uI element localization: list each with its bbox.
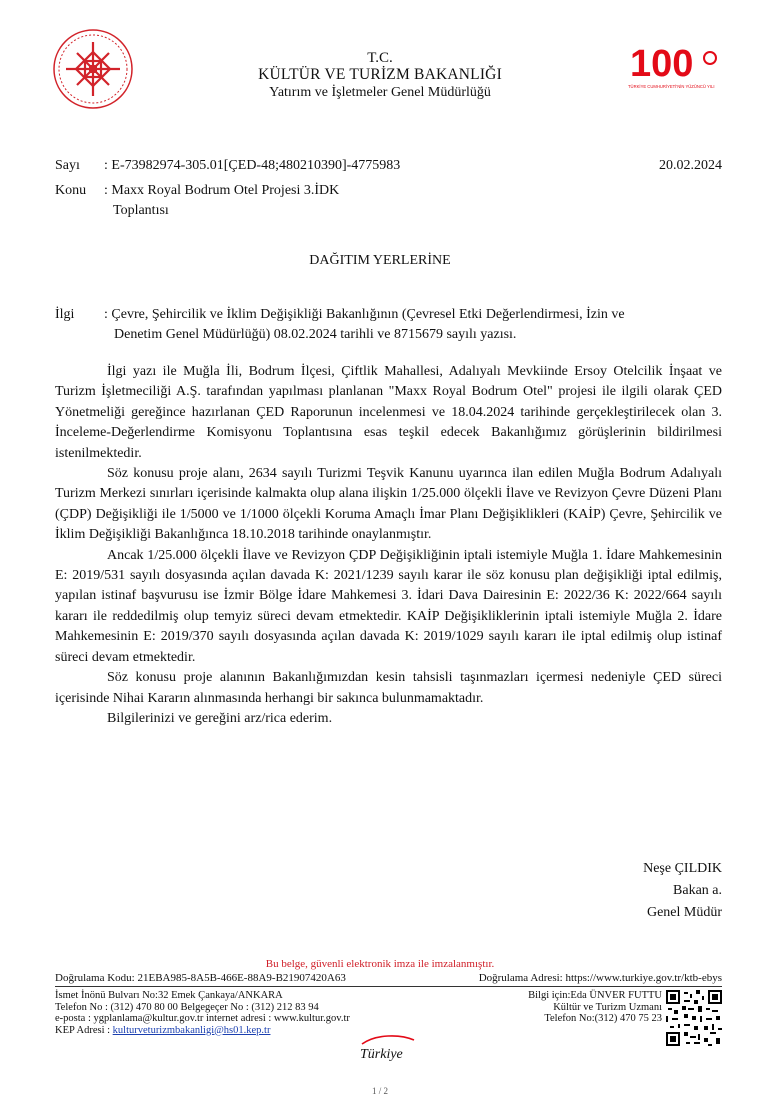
recipient: DAĞITIM YERLERİNE (309, 253, 451, 268)
footer-email: e-posta : ygplanlama@kultur.gov.tr internet adresi : www.kultur.gov.tr (55, 1013, 350, 1024)
signer-title-2: Genel Müdür (646, 905, 722, 920)
ministry-logo (52, 28, 134, 110)
verification-address[interactable]: Doğrulama Adresi: https://www.turkiye.gov.tr/ktb-ebys (478, 972, 722, 984)
qr-code-icon (666, 990, 722, 1046)
info-contact-name: Bilgi için:Eda ÜNVER FUTTU (528, 990, 662, 1001)
paragraph-3: Ancak 1/25.000 ölçekli İlave ve Revizyon ÇDP Değişikliğinin iptali istemiyle Muğla 1. İdare Mahkemesinin E: 2019/531 sayılı dosyasında açılan davada K: 2021/1239 sayılı karar ile söz konusu plan değişikliği iptal edilmiş, yapılan istinaf başvurusu ise İzmir Bölge İdare Mahkemesi 3. İdari Dava Dairesinin E: 2022/36 K: 2022/664 sayılı kararı ile reddedilmiş olup temyiz süreci devam etmektedir. KAİP Değişikliklerinin iptali istemiyle Muğla 2. İdare Mahkemesinin E: 2019/370 sayılı dosyasında açılan davada K: 2019/1029 sayılı kararı ile iptal edilmiş olup istinaf süreci devam etmektedir. (55, 547, 722, 665)
sayi-value: : E-73982974-305.01[ÇED-48;480210390]-4775983 (104, 158, 401, 173)
konu-value (104, 181, 404, 221)
sayi-label: Sayı (55, 158, 80, 173)
signature-block (643, 858, 722, 924)
page-number: 1 / 2 (371, 1086, 388, 1096)
signer-title-1: Bakan a. (673, 883, 722, 898)
letter-body (55, 362, 722, 729)
paragraph-2: Söz konusu proje alanı, 2634 sayılı Turizmi Teşvik Kanunu uyarınca ilan edilen Muğla Bodrum Adalıyalı Turizm Merkezi sınırları içerisinde kalmakta olup alana ilişkin 1/25.000 ölçekli İlave ve Revizyon Çevre Düzeni Planı (ÇDP) Değişikliği ile 1/5000 ve 1/1000 ölçekli Koruma Amaçlı İmar Planı Değişiklikleri (KAİP) Çevre, Şehircilik ve İklim Değişikliği Bakanlığınca 18.10.2018 tarihinde onaylanmıştır. (55, 466, 722, 543)
centennial-caption: TÜRKİYE CUMHURİYETİ'NİN YÜZÜNCÜ YILI (628, 84, 715, 89)
footer-contact (55, 990, 350, 1036)
kep-link[interactable]: kulturveturizmbakanligi@hs01.kep.tr (112, 1024, 271, 1036)
footer-divider (55, 986, 722, 987)
verification-code: Doğrulama Kodu: 21EBA985-8A5B-466E-88A9-B21907420A63 (55, 972, 346, 984)
paragraph-5: Bilgilerinizi ve gereğini arz/rica ederim. (107, 710, 333, 726)
ilgi-value (104, 305, 720, 345)
letterhead (190, 50, 570, 102)
konu-line-1: : Maxx Royal Bodrum Otel Projesi 3.İDK (104, 183, 340, 198)
paragraph-4: Söz konusu proje alanının Bakanlığımızdan kesin tahsisli taşınmazları içermesi nedeniyle ÇED süreci içerisinde Nihai Kararın alınmasında herhangi bir sakınca bulunmamaktadır. (55, 670, 722, 706)
info-contact-title: Kültür ve Turizm Uzmanı (553, 1001, 662, 1013)
info-contact-phone: Telefon No:(312) 470 75 23 (544, 1013, 662, 1024)
centennial-number: 100 (630, 43, 694, 85)
centennial-logo (628, 40, 724, 96)
konu-line-2: Toplantısı (113, 203, 169, 218)
kep-label: KEP Adresi : (55, 1024, 113, 1036)
turkiye-logo-text: Türkiye (360, 1047, 403, 1062)
footer-info (528, 990, 662, 1025)
esign-notice: Bu belge, güvenli elektronik imza ile imzalanmıştır. (265, 958, 495, 970)
ilgi-line-2: Denetim Genel Müdürlüğü) 08.02.2024 tarihli ve 8715679 sayılı yazısı. (114, 327, 517, 342)
footer-phone: Telefon No : (312) 470 80 00 Belgegeçer No : (312) 212 83 94 (55, 1001, 319, 1013)
konu-label: Konu (55, 183, 87, 198)
header-directorate: Yatırım ve İşletmeler Genel Müdürlüğü (269, 85, 491, 100)
header-tc: T.C. (367, 50, 393, 66)
header-ministry: KÜLTÜR VE TURİZM BAKANLIĞI (258, 66, 502, 83)
ilgi-label: İlgi (55, 307, 75, 322)
paragraph-1: İlgi yazı ile Muğla İli, Bodrum İlçesi, Çiftlik Mahallesi, Adalıyalı Mevkiinde Ersoy Otelcilik İnşaat ve Turizm İşletmeciliği A.Ş. tarafından yapılması planlanan "Maxx Royal Bodrum Otel" projesi ile ilgili olarak ÇED Yönetmeliği gereğince hazırlanan ÇED Raporunun incelenmesi ve 18.04.2024 tarihinde gerçekleştirilecek olan 3. İnceleme-Değerlendirme Komisyonu Toplantısına esas teşkil edecek Bakanlığımız görüşlerinin bildirilmesi istenilmektedir. (55, 364, 722, 461)
turkiye-logo (356, 1030, 420, 1064)
footer-address: İsmet İnönü Bulvarı No:32 Emek Çankaya/ANKARA (55, 990, 283, 1001)
ilgi-line-1: : Çevre, Şehircilik ve İklim Değişikliği Bakanlığının (Çevresel Etki Değerlendirmesi, İzin ve (104, 307, 625, 322)
footer-kep (55, 1025, 350, 1037)
document-date: 20.02.2024 (659, 158, 722, 173)
signer-name: Neşe ÇILDIK (643, 861, 722, 876)
